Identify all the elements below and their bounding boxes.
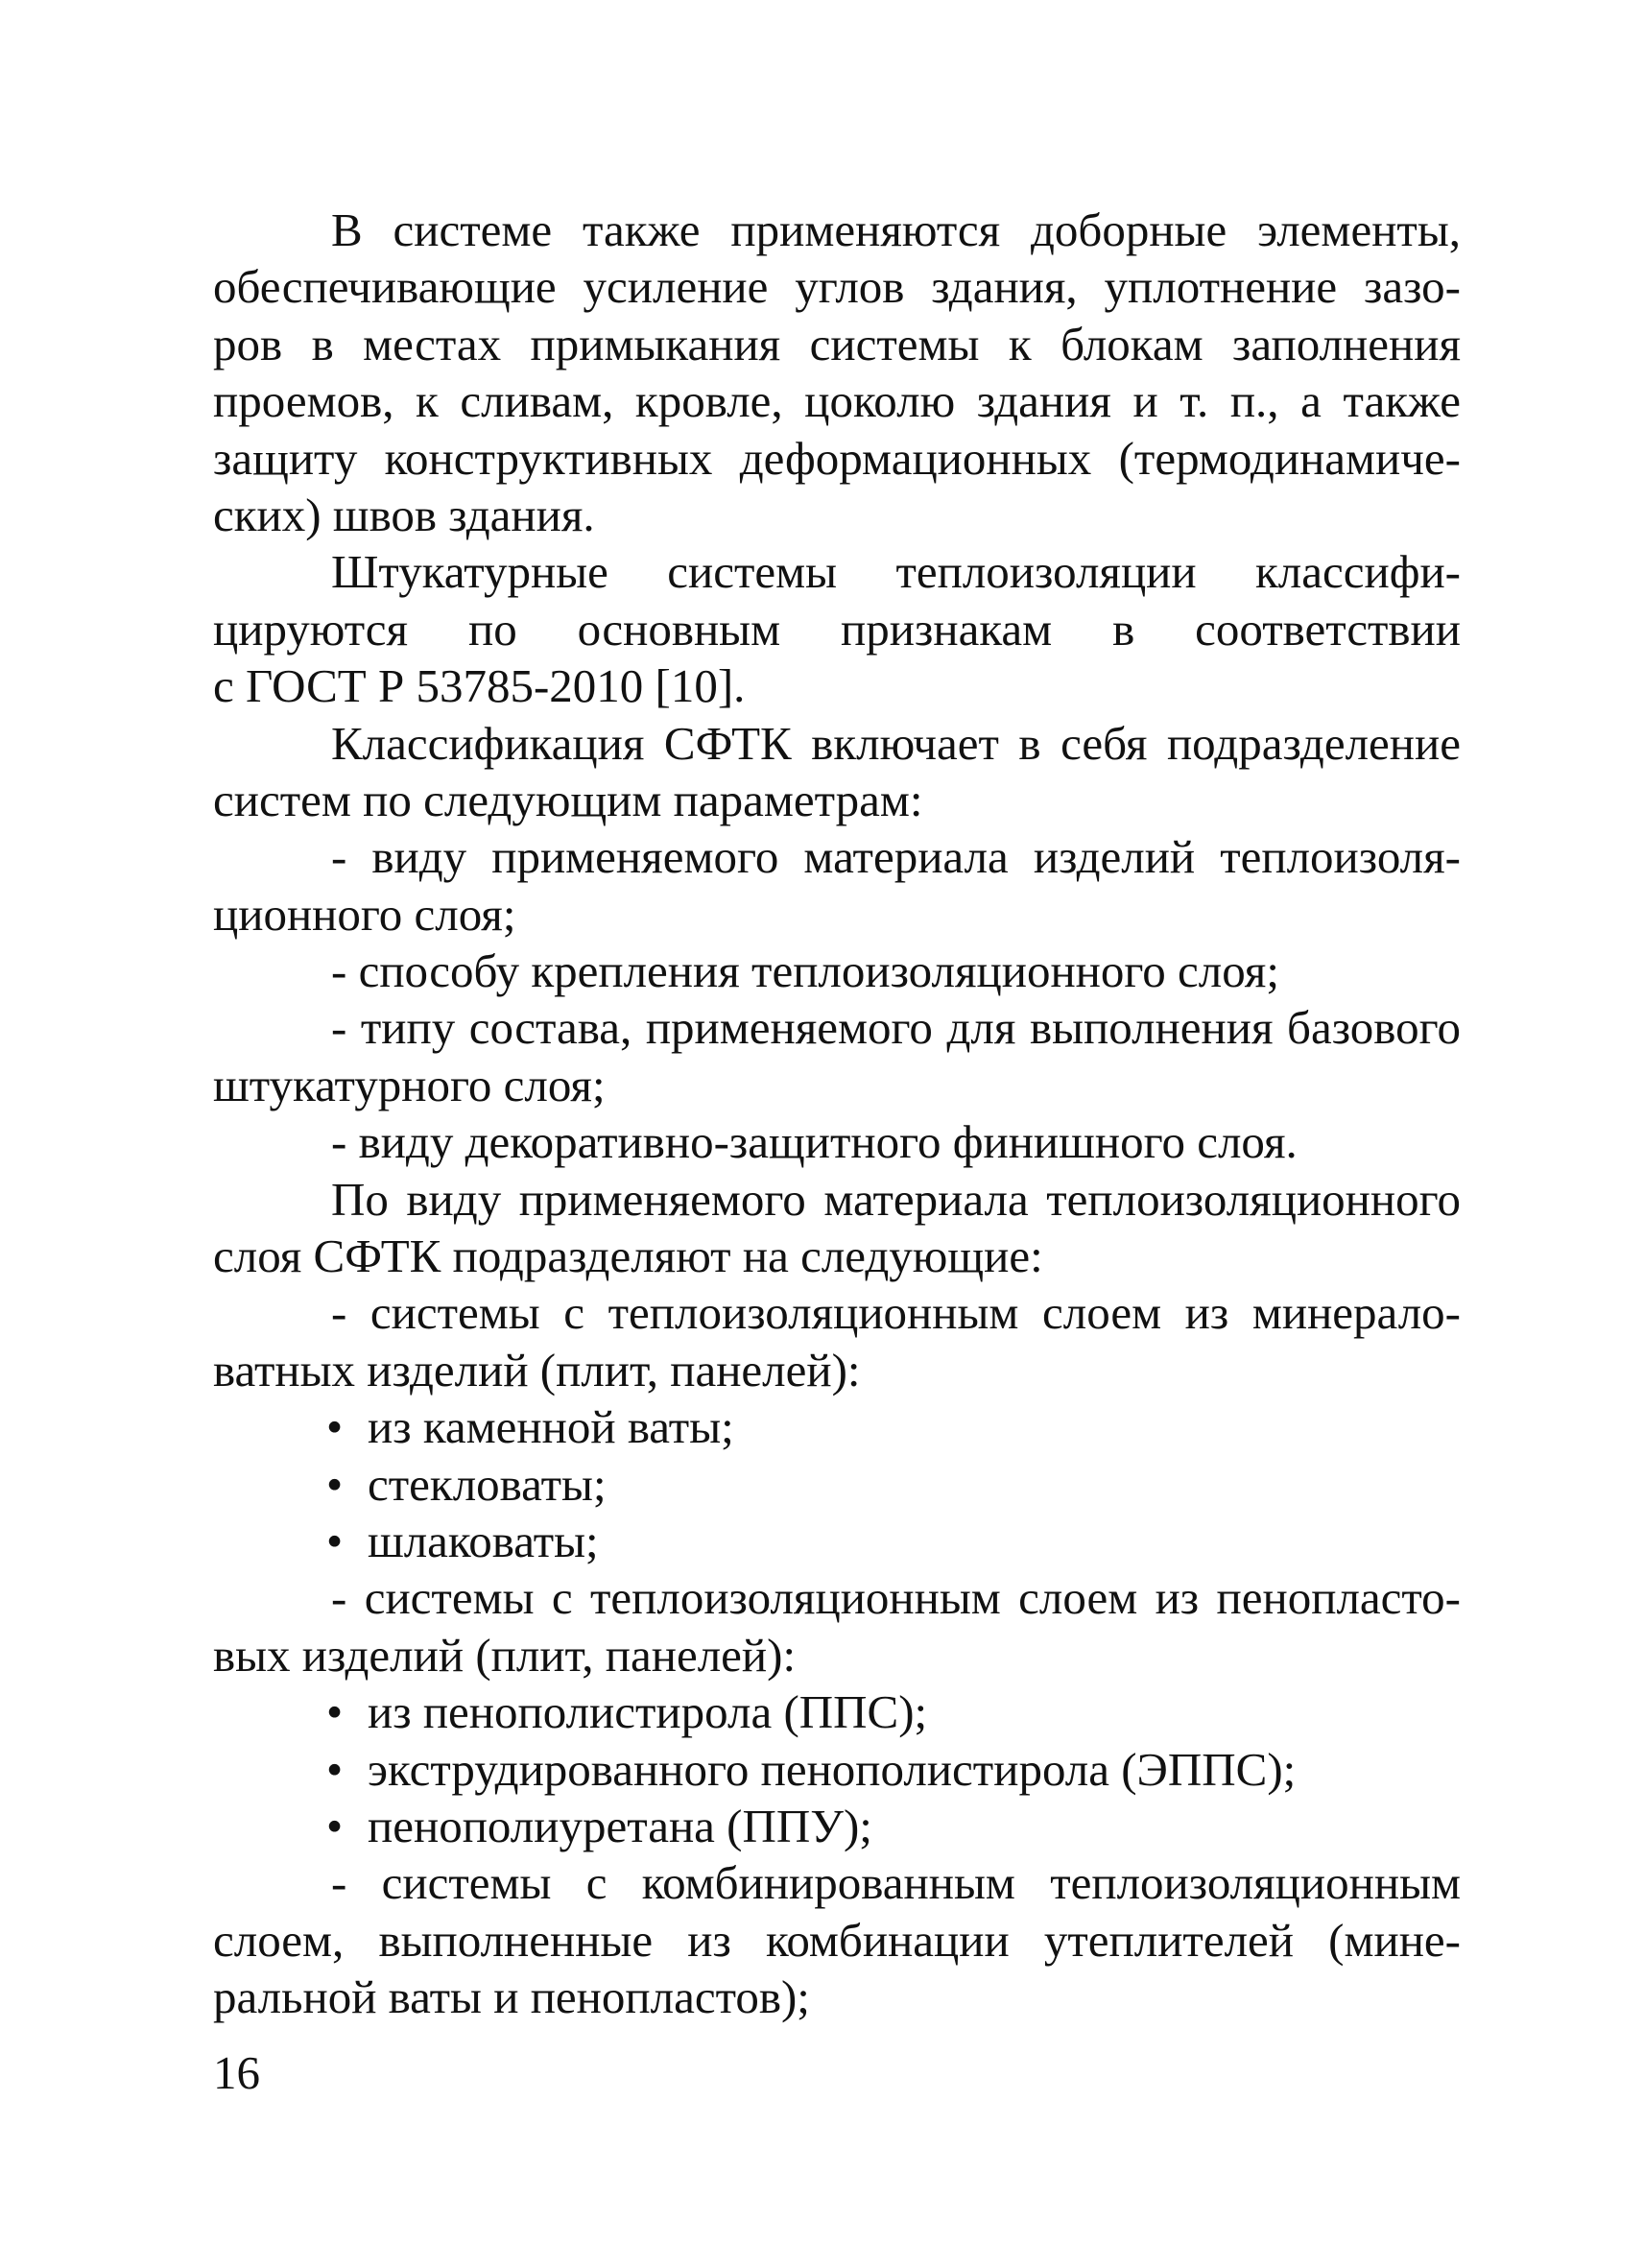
bullet-icon: • <box>326 1685 344 1739</box>
text-line: В системе также применяются доборные элементы, <box>331 203 1461 256</box>
list-item <box>213 1456 1461 1513</box>
list-item-text: из каменной ваты; <box>368 1400 734 1454</box>
list-item <box>213 1798 1461 1854</box>
text-line: ватных изделий (плит, панелей): <box>213 1343 861 1397</box>
text-line: обеспечивающие усиление углов здания, уплотнение зазо- <box>213 260 1461 314</box>
text-line: штукатурного слоя; <box>213 1058 606 1111</box>
parameter-item-base-layer <box>213 999 1461 1113</box>
bullet-icon: • <box>326 1514 344 1567</box>
text-line: ральной ваты и пенопластов); <box>213 1970 810 2024</box>
list-item-text: пенополиуретана (ППУ); <box>368 1799 872 1852</box>
text-line: ских) швов здания. <box>213 488 595 541</box>
bullet-icon: • <box>326 1799 344 1852</box>
text-line: Штукатурные системы теплоизоляции классифи- <box>331 545 1461 599</box>
bullet-icon: • <box>326 1400 344 1454</box>
list-item-text: экструдированного пенополистирола (ЭППС); <box>368 1742 1297 1796</box>
text-line: проемов, к сливам, кровле, цоколю здания и т. п., а также <box>213 374 1461 428</box>
list-item <box>213 1741 1461 1798</box>
paragraph-classification-parameters <box>213 715 1461 829</box>
list-item-text: стекловаты; <box>368 1457 607 1511</box>
text-line: цируются по основным признакам в соответствии <box>213 602 1461 656</box>
parameter-item-fastening <box>213 943 1461 999</box>
paragraph-classification-standard <box>213 543 1461 714</box>
body-text <box>213 202 1461 2026</box>
bullet-icon: • <box>326 1457 344 1511</box>
text-line: - виду декоративно-защитного финишного слоя. <box>331 1115 1298 1169</box>
system-item-foam-plastic <box>213 1569 1461 1683</box>
system-item-mineral-wool <box>213 1284 1461 1398</box>
text-line: - виду применяемого материала изделий теплоизоля- <box>331 830 1461 884</box>
text-line: - системы с комбинированным теплоизоляционным <box>331 1856 1461 1910</box>
paragraph-additional-elements <box>213 202 1461 543</box>
list-item <box>213 1398 1461 1455</box>
text-line: ров в местах примыкания системы к блокам заполнения <box>213 317 1461 370</box>
bullet-list-foam <box>213 1683 1461 1854</box>
parameter-item-material <box>213 828 1461 943</box>
bullet-icon: • <box>326 1742 344 1796</box>
list-item <box>213 1513 1461 1569</box>
system-item-combined <box>213 1854 1461 2025</box>
text-line: ционного слоя; <box>213 887 516 941</box>
list-item <box>213 1683 1461 1740</box>
page-number: 16 <box>213 2046 260 2099</box>
list-item-text: из пенополистирола (ППС); <box>368 1685 928 1739</box>
list-item-text: шлаковаты; <box>368 1514 599 1567</box>
text-line: защиту конструктивных деформационных (термодинамиче- <box>213 431 1461 485</box>
parameter-item-finish-layer <box>213 1113 1461 1170</box>
text-line: систем по следующим параметрам: <box>213 773 923 826</box>
bullet-list-mineral <box>213 1398 1461 1569</box>
text-line: По виду применяемого материала теплоизоляционного <box>331 1172 1461 1226</box>
paragraph-material-types <box>213 1171 1461 1285</box>
text-line: - типу состава, применяемого для выполнения базового <box>331 1001 1461 1055</box>
text-line: с ГОСТ Р 53785-2010 [10]. <box>213 659 746 713</box>
text-line: - системы с теплоизоляционным слоем из минерало- <box>331 1286 1461 1340</box>
text-line: слоем, выполненные из комбинации утеплителей (мине- <box>213 1913 1461 1967</box>
text-line: - способу крепления теплоизоляционного слоя; <box>331 944 1279 998</box>
text-line: - системы с теплоизоляционным слоем из пенопласто- <box>331 1571 1461 1625</box>
text-line: Классификация СФТК включает в себя подразделение <box>331 716 1461 770</box>
text-line: вых изделий (плит, панелей): <box>213 1628 797 1682</box>
text-line: слоя СФТК подразделяют на следующие: <box>213 1229 1043 1283</box>
